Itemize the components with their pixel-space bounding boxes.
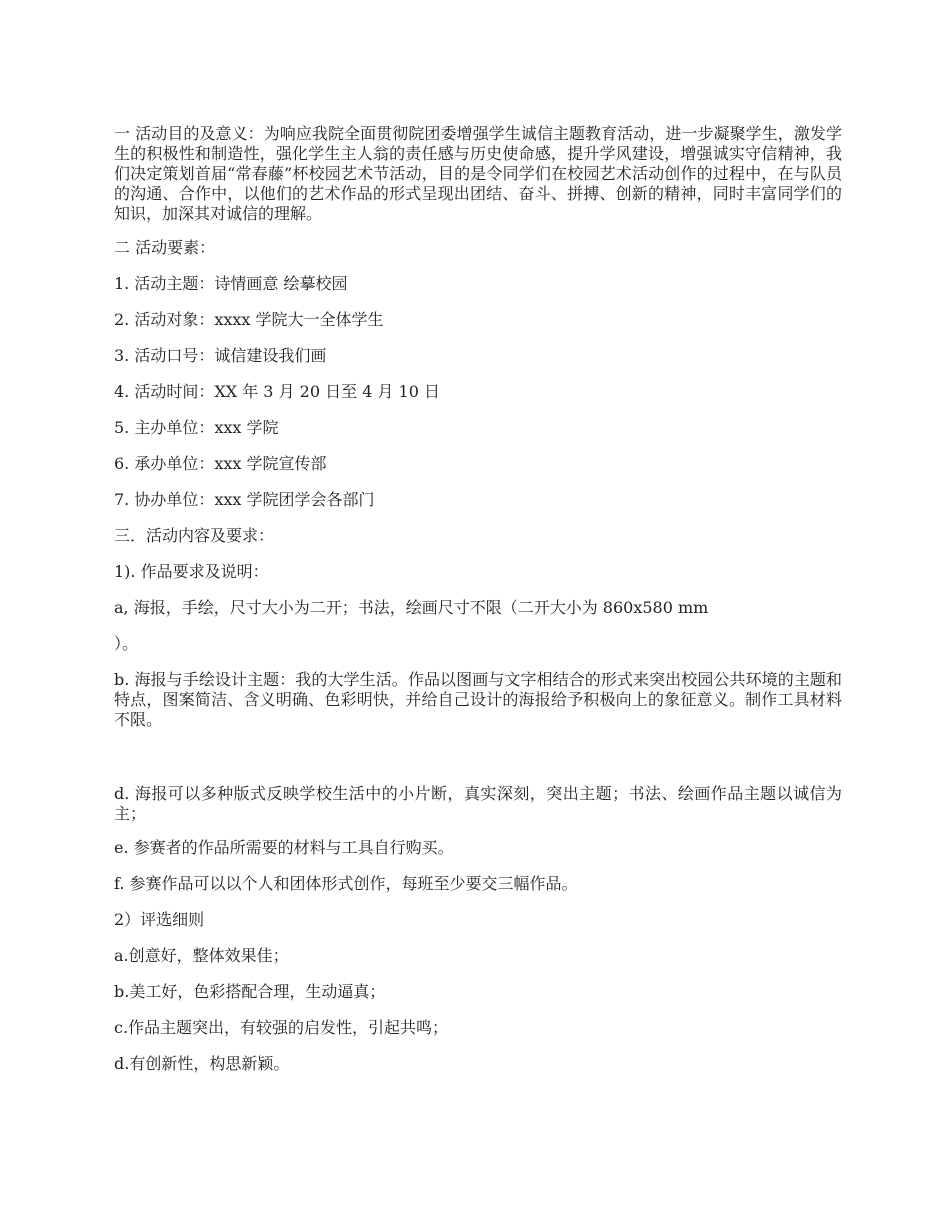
item-b-theme: b. 海报与手绘设计主题：我的大学生活。作品以图画与文字相结合的形式来突出校园公共环境的主题和特点，图案简洁、含义明确、色彩明快，并给自己设计的海报给予积极向上的象征意义。制作工具材料不限。 [114,670,842,729]
criteria-d: d.有创新性，构思新颖。 [114,1054,290,1073]
heading-content: 三．活动内容及要求： [114,526,275,545]
item-a-size: a, 海报，手绘，尺寸大小为二开；书法，绘画尺寸不限（二开大小为 860x580 mm [114,598,709,617]
list-item-co-organizer: 7. 协办单位：xxx 学院团学会各部门 [114,490,375,509]
criteria-b: b.美工好，色彩搭配合理，生动逼真； [114,982,386,1001]
blank-gap [114,744,842,784]
list-item-theme: 1. 活动主题：诗情画意 绘摹校园 [114,274,348,293]
item-d-format: d. 海报可以多种版式反映学校生活中的小片断，真实深刻，突出主题；书法、绘画作品主题以诚信为主； [114,784,842,823]
subheading-requirements: 1). 作品要求及说明： [114,562,269,581]
criteria-a: a.创意好，整体效果佳； [114,946,289,965]
list-item-organizer: 6. 承办单位：xxx 学院宣传部 [114,454,327,473]
paragraph-purpose: 一 活动目的及意义：为响应我院全面贯彻院团委增强学生诚信主题教育活动，进一步凝聚学生，激发学生的积极性和制造性，强化学生主人翁的责任感与历史使命感，提升学风建设，增强诚实守信精神，我们决定策划首届“常春藤”杯校园艺术节活动，目的是令同学们在校园艺术活动创作的过程中，在与队员的沟通、合作中，以他们的艺术作品的形式呈现出团结、奋斗、拼搏、创新的精神，同时丰富同学们的知识，加深其对诚信的理解。 [114,124,842,223]
item-f-entries: f. 参赛作品可以以个人和团体形式创作，每班至少要交三幅作品。 [114,874,578,893]
subheading-criteria: 2）评选细则 [114,910,205,929]
list-item-host: 5. 主办单位：xxx 学院 [114,418,279,437]
heading-elements: 二 活动要素： [114,238,216,257]
list-item-target: 2. 活动对象：xxxx 学院大一全体学生 [114,310,384,329]
list-item-slogan: 3. 活动口号：诚信建设我们画 [114,346,327,365]
list-item-time: 4. 活动时间：XX 年 3 月 20 日至 4 月 10 日 [114,382,440,401]
item-e-materials: e. 参赛者的作品所需要的材料与工具自行购买。 [114,838,454,857]
criteria-c: c.作品主题突出，有较强的启发性，引起共鸣； [114,1018,449,1037]
item-a-size-continued: ）。 [114,634,139,653]
document-body [114,124,842,1090]
